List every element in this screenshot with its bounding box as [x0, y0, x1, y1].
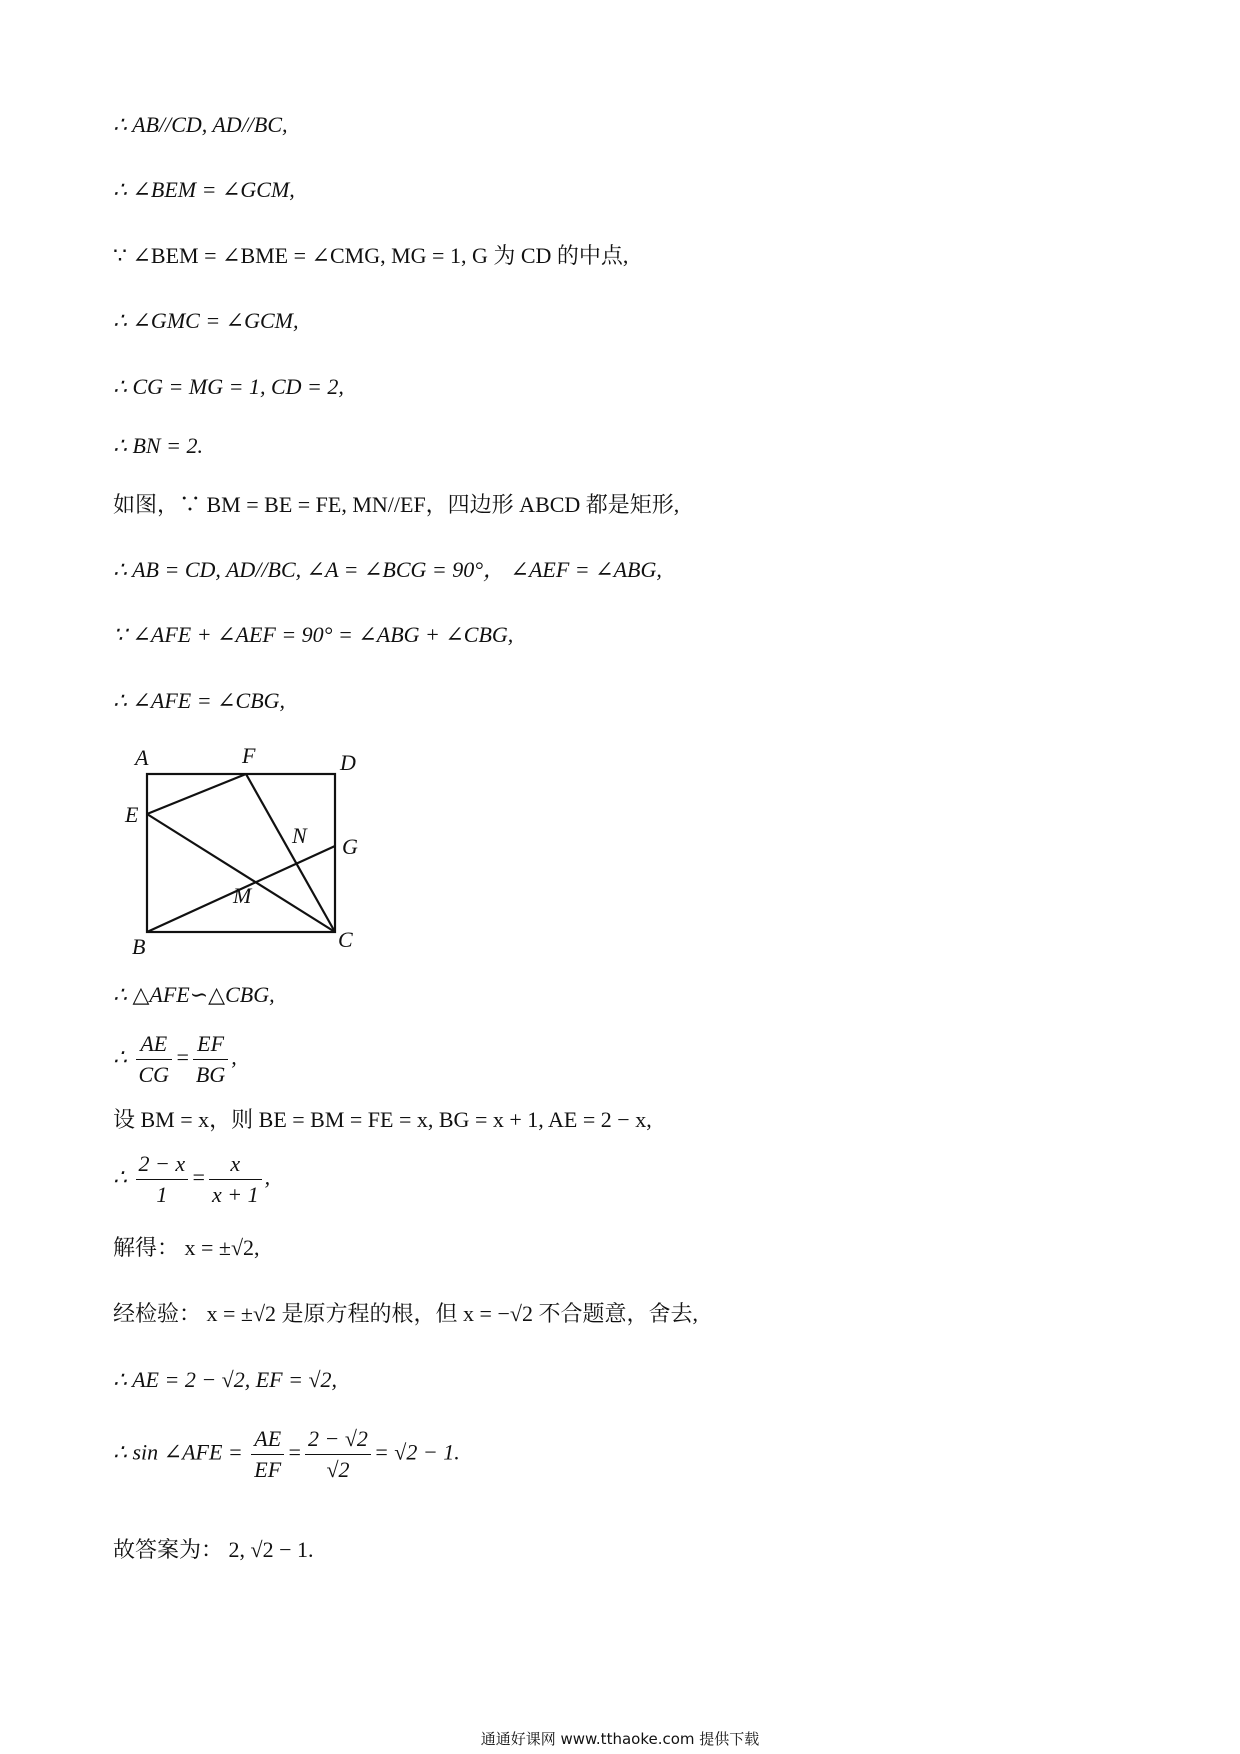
proof-line-3: ∵ ∠BEM = ∠BME = ∠CMG, MG = 1, G 为 CD 的中点, [113, 243, 629, 268]
proof-line-values: ∴ AE = 2 − √2, EF = √2, [113, 1367, 338, 1392]
label-d: D [340, 750, 356, 775]
proof-line-solve: 解得： x = ±√2, [113, 1235, 260, 1260]
ratio-left-den: CG [138, 1062, 170, 1087]
proof-line-2: ∴ ∠BEM = ∠GCM, [113, 177, 295, 202]
sine-fraction-2 [305, 1425, 371, 1484]
proof-line-let: 设 BM = x，则 BE = BM = FE = x, BG = x + 1, AE = 2 − x, [113, 1107, 652, 1132]
label-f: F [242, 743, 256, 768]
equation-left-den: 1 [156, 1182, 168, 1207]
sine-f1-num: AE [251, 1425, 284, 1455]
equation-right-den: x + 1 [211, 1182, 259, 1207]
sine-result: √2 − 1. [394, 1439, 460, 1465]
label-c: C [338, 927, 353, 952]
ratio-left-fraction [136, 1030, 173, 1089]
label-e: E [125, 802, 139, 827]
sine-equation [113, 1425, 460, 1484]
proof-line-answer: 故答案为： 2, √2 − 1. [113, 1537, 314, 1562]
equation-left-num: 2 − x [136, 1150, 189, 1180]
proof-line-9: ∵ ∠AFE + ∠AEF = 90° = ∠ABG + ∠CBG, [113, 622, 514, 647]
proof-line-10: ∴ ∠AFE = ∠CBG, [113, 688, 286, 713]
proof-line-similar: ∴ △AFE∽△CBG, [113, 982, 275, 1007]
segment-ec [147, 814, 335, 932]
rectangle-figure [120, 740, 370, 960]
sine-f1-den: EF [254, 1457, 282, 1482]
proof-line-check: 经检验： x = ±√2 是原方程的根，但 x = −√2 不合题意，舍去, [113, 1301, 698, 1326]
proof-line-7: 如图，∵ BM = BE = FE, MN//EF，四边形 ABCD 都是矩形, [113, 492, 680, 517]
equation-right-fraction [209, 1150, 262, 1209]
equation-prefix: ∴ [113, 1164, 127, 1190]
sine-fraction-1 [251, 1425, 284, 1484]
rectangle-abcd [147, 774, 335, 932]
ratio-left-num: AE [136, 1030, 173, 1060]
ratio-right-fraction [193, 1030, 228, 1089]
ratio-right-den: BG [195, 1062, 226, 1087]
label-b: B [132, 934, 146, 959]
sine-eq2: = [373, 1439, 389, 1465]
segment-ef [147, 774, 246, 814]
label-n: N [292, 823, 307, 848]
ratio-eq: = [175, 1044, 190, 1070]
sine-f2-den: √2 [326, 1457, 350, 1482]
page-footer: 通通好课网 www.tthaoke.com 提供下载 [480, 1730, 760, 1748]
proof-line-8: ∴ AB = CD, AD//BC, ∠A = ∠BCG = 90°， ∠AEF = ∠ABG, [113, 557, 662, 582]
ratio-equation [113, 1030, 237, 1089]
sine-f2-num: 2 − √2 [305, 1425, 371, 1455]
equation-fraction [113, 1150, 270, 1209]
equation-right-num: x [209, 1150, 262, 1180]
sine-prefix: ∴ sin ∠AFE = [113, 1439, 243, 1465]
ratio-right-num: EF [193, 1030, 228, 1060]
sine-eq1: = [287, 1439, 303, 1465]
proof-line-1: ∴ AB//CD, AD//BC, [113, 112, 288, 137]
ratio-suffix: , [231, 1044, 237, 1070]
equation-eq: = [191, 1164, 206, 1190]
label-a: A [135, 745, 149, 770]
proof-line-4: ∴ ∠GMC = ∠GCM, [113, 308, 299, 333]
equation-suffix: , [264, 1164, 271, 1190]
ratio-prefix: ∴ [113, 1044, 127, 1070]
label-g: G [342, 834, 358, 859]
proof-line-5: ∴ CG = MG = 1, CD = 2, [113, 374, 344, 399]
label-m: M [233, 883, 252, 908]
proof-line-6: ∴ BN = 2. [113, 433, 203, 458]
equation-left-fraction [136, 1150, 189, 1209]
